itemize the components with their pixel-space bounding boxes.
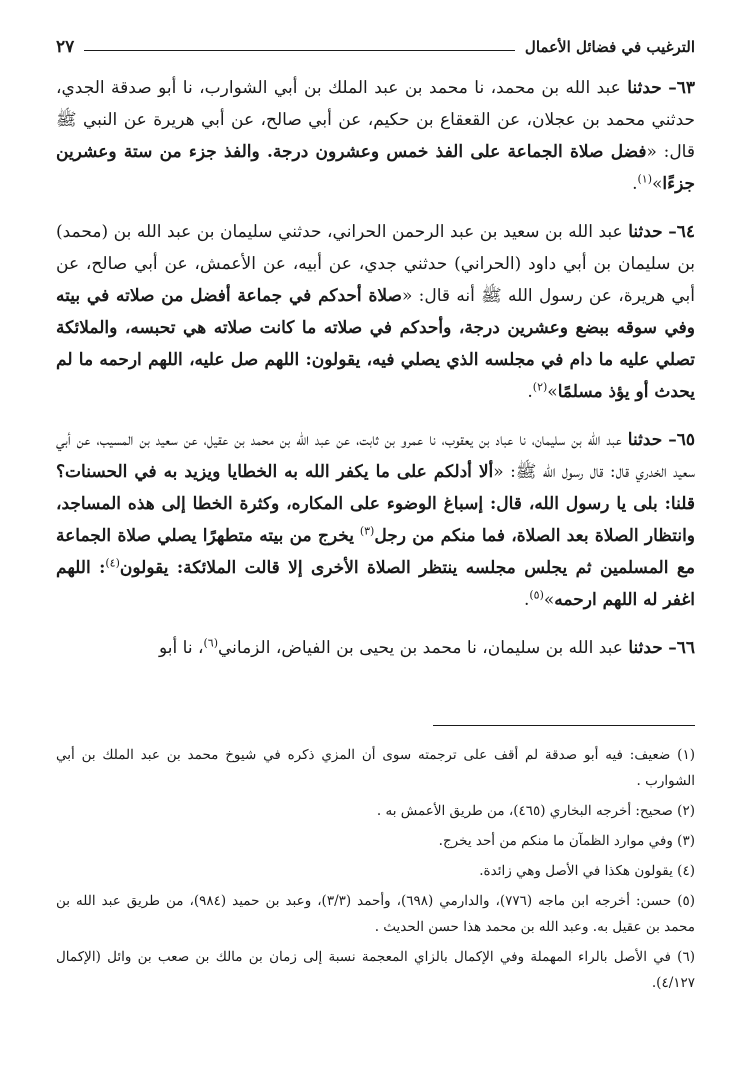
quote-close: » xyxy=(547,382,558,402)
hadith-matn: ألا أدلكم على ما يكفر الله به الخطايا ويزيد به في الحسنات؟ قلنا: بلى يا رسول الله، قال: إسباغ الوضوء على المكاره، وكثرة الخطا إلى هذه المساجد، وانتظار الصلاة بعد الصلاة، فما منكم من رجل xyxy=(56,462,696,546)
footnotes xyxy=(56,742,695,1000)
hadith-matn-continued: يخرج من بيته متطهرًا يصلي صلاة الجماعة مع المسلمين ثم يجلس مجلسه ينتظر الصلاة الأخرى إلا قالت الملائكة: يقولون xyxy=(56,526,696,578)
footnote-ref: (٦) xyxy=(203,636,218,650)
isnad-text: عبد الله بن سعيد بن عبد الرحمن الحراني، حدثني سليمان بن عبد الله بن (محمد) بن سليمان بن أبي داود (الحراني) حدثني جدي، عن أبيه، عن الأعمش، عن أبي صالح، عن أبي هريرة، عن رسول الله ﷺ أنه قال: « xyxy=(56,222,695,306)
sentence-end: . xyxy=(632,174,638,194)
sentence-end: . xyxy=(527,382,533,402)
hadith-paragraph-64 xyxy=(56,216,695,408)
narration-keyword: حدثنا xyxy=(628,638,663,658)
sentence-end: . xyxy=(523,590,530,610)
running-title: الترغيب في فضائل الأعمال xyxy=(524,38,695,56)
hadith-matn: فضل صلاة الجماعة على الفذ خمس وعشرون درجة. والفذ جزء من ستة وعشرين جزءًا xyxy=(56,142,695,194)
footnote-ref: (٣) xyxy=(359,524,375,538)
footnote-5: (٥) حسن: أخرجه ابن ماجه (٧٧٦)، والدارمي (٦٩٨)، وأحمد (٣/٣)، وعبد بن حميد (٩٨٤)، من طريق عبد الله بن محمد بن عقيل به. وعبد الله بن محمد هذا حسن الحديث . xyxy=(56,893,696,935)
hadith-number: ٦٥– xyxy=(668,430,696,450)
quote-close: » xyxy=(651,174,663,194)
footnote-ref: (٥) xyxy=(529,588,544,602)
hadith-matn-end: : اللهم اغفر له اللهم ارحمه xyxy=(56,558,695,610)
quote-close: » xyxy=(543,590,555,610)
footnote-ref: (١) xyxy=(637,172,652,186)
hadith-matn: صلاة أحدكم في جماعة أفضل من صلاته في بيته وفي سوقه ببضع وعشرين درجة، وأحدكم في صلاته ما كانت صلاته هي تحبسه، والملائكة تصلي عليه ما دام في مجلسه الذي يصلي فيه، يقولون: اللهم صل عليه، اللهم ارحمه ما لم يحدث أو يؤذ مسلمًا xyxy=(56,286,695,402)
main-text xyxy=(56,72,695,664)
header-rule xyxy=(84,50,515,51)
isnad-text: عبد الله بن سليمان، نا محمد بن يحيى بن الفياض، الزماني xyxy=(217,638,623,658)
hadith-paragraph-66 xyxy=(56,632,695,664)
footnote-ref: (٢) xyxy=(532,380,548,394)
hadith-number: ٦٣– xyxy=(668,78,695,98)
isnad-text: عبد الله بن محمد، نا محمد بن عبد الملك بن أبي الشوارب، نا أبو صدقة الجدي، حدثني محمد بن عجلان، عن القعقاع بن حكيم، عن أبي صالح، عن أبي هريرة عن النبي ﷺ قال: « xyxy=(56,78,695,162)
narration-keyword: حدثنا xyxy=(628,222,663,242)
footnote-2: (٢) صحيح: أخرجه البخاري (٤٦٥)، من طريق الأعمش به . xyxy=(376,803,695,819)
narration-keyword: حدثنا xyxy=(627,430,663,450)
isnad-text-continued: ، نا أبو xyxy=(159,638,204,658)
footnote-4: (٤) يقولون هكذا في الأصل وهي زائدة. xyxy=(479,863,695,879)
footnote-6: (٦) في الأصل بالراء المهملة وفي الإكمال بالزاي المعجمة نسبة إلى زمان بن مالك بن صعب بن وائل (الإكمال ٤/١٢٧). xyxy=(56,949,695,991)
footnote-separator xyxy=(433,725,695,726)
hadith-number: ٦٦– xyxy=(668,638,695,658)
footnote-ref: (٤) xyxy=(105,556,120,570)
footnote-3: (٣) وفي موارد الظمآن ما منكم من أحد يخرج. xyxy=(438,833,695,849)
page-number: ٢٧ xyxy=(56,37,75,57)
isnad-text: عبد الله بن سليمان، نا عباد بن يعقوب، نا عمرو بن ثابت، عن عبد الله بن محمد بن عقيل، عن سعيد بن المسيب، عن أبي سعيد الخدري قال: قال رسول الله ﷺ: « xyxy=(56,430,695,482)
narration-keyword: حدثنا xyxy=(627,78,662,98)
hadith-number: ٦٤– xyxy=(668,222,696,242)
running-header xyxy=(56,34,695,60)
hadith-paragraph-63 xyxy=(56,72,695,200)
hadith-paragraph-65 xyxy=(56,424,695,616)
footnote-1: (١) ضعيف: فيه أبو صدقة لم أقف على ترجمته سوى أن المزي ذكره في شيوخ محمد بن عبد الملك بن أبي الشوارب . xyxy=(56,747,695,789)
